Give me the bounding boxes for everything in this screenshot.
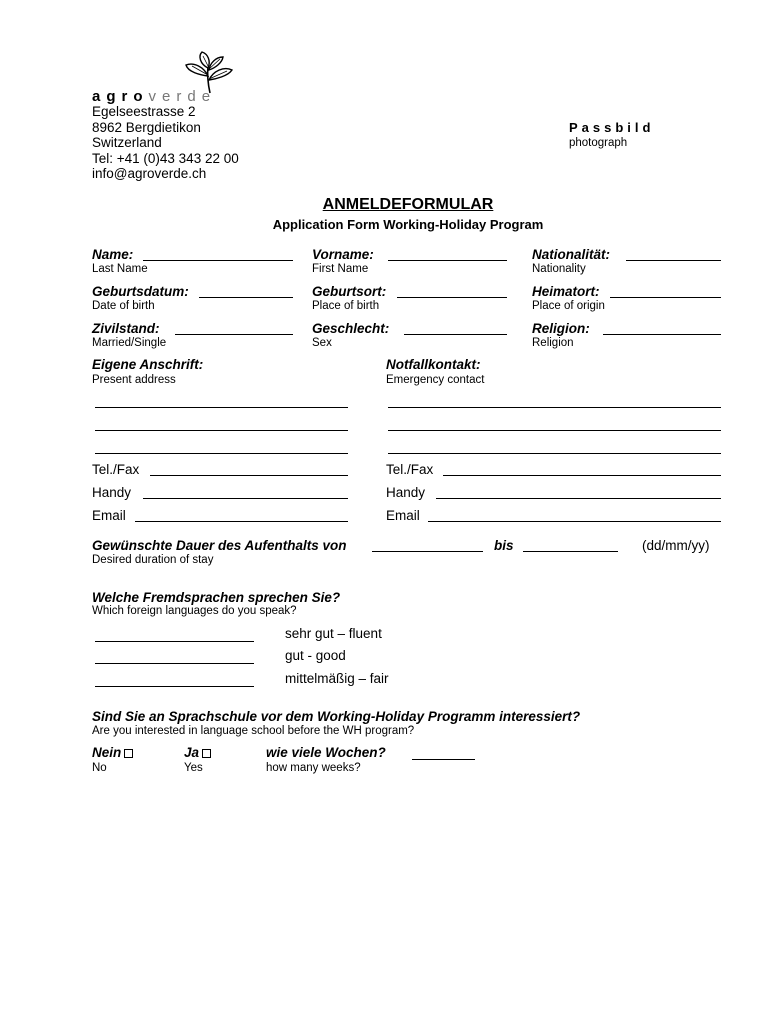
name-field[interactable] — [143, 260, 293, 261]
religion-field[interactable] — [603, 334, 721, 335]
vorname-sub: First Name — [312, 263, 369, 275]
school-no-option — [92, 745, 133, 760]
own-mobile-field[interactable] — [143, 498, 348, 499]
school-no-label: Nein — [92, 745, 122, 760]
emergency-contact-sub: Emergency contact — [386, 374, 485, 386]
weeks-field[interactable] — [412, 759, 475, 760]
page-title: ANMELDEFORMULAR — [322, 196, 494, 213]
language-fluent-field[interactable] — [95, 641, 254, 642]
school-yes-checkbox[interactable] — [202, 749, 211, 758]
nationalitaet-sub: Nationality — [532, 263, 586, 275]
page-subtitle: Application Form Working-Holiday Program — [272, 217, 544, 232]
languages-sub: Which foreign languages do you speak? — [92, 605, 297, 617]
school-no-checkbox[interactable] — [124, 749, 133, 758]
geburtsdatum-label: Geburtsdatum: — [92, 284, 189, 299]
zivilstand-field[interactable] — [175, 334, 293, 335]
emergency-contact-label: Notfallkontakt: — [386, 357, 481, 372]
school-yes-sub: Yes — [184, 762, 203, 774]
name-label: Name: — [92, 247, 134, 262]
own-mobile-label: Handy — [92, 485, 132, 500]
own-address-line[interactable] — [95, 453, 348, 454]
photo-label: Passbild — [569, 120, 655, 135]
duration-sub: Desired duration of stay — [92, 554, 214, 566]
languages-question: Welche Fremdsprachen sprechen Sie? — [92, 590, 341, 605]
heimatort-label: Heimatort: — [532, 284, 600, 299]
geburtsort-sub: Place of birth — [312, 300, 380, 312]
own-email-field[interactable] — [135, 521, 348, 522]
logo-part-agro: agro — [92, 88, 149, 105]
school-no-sub: No — [92, 762, 107, 774]
date-format-hint: (dd/mm/yy) — [642, 538, 710, 553]
address-street: Egelseestrasse 2 — [92, 104, 196, 119]
geschlecht-label: Geschlecht: — [312, 321, 390, 336]
language-good-field[interactable] — [95, 663, 254, 664]
address-tel: Tel: +41 (0)43 343 22 00 — [92, 151, 239, 166]
zivilstand-sub: Married/Single — [92, 337, 167, 349]
emergency-address-line[interactable] — [388, 430, 721, 431]
duration-from-field[interactable] — [372, 551, 483, 552]
emergency-mobile-label: Handy — [386, 485, 426, 500]
emergency-email-field[interactable] — [428, 521, 721, 522]
emergency-tel-field[interactable] — [443, 475, 721, 476]
school-sub: Are you interested in language school before the WH program? — [92, 725, 415, 737]
duration-bis-label: bis — [494, 538, 514, 553]
religion-label: Religion: — [532, 321, 590, 336]
language-level-fluent: sehr gut – fluent — [285, 626, 382, 641]
own-address-label: Eigene Anschrift: — [92, 357, 204, 372]
company-logo-text — [92, 88, 216, 105]
emergency-email-label: Email — [386, 508, 420, 523]
emergency-address-line[interactable] — [388, 407, 721, 408]
address-city: 8962 Bergdietikon — [92, 120, 201, 135]
vorname-label: Vorname: — [312, 247, 374, 262]
own-address-sub: Present address — [92, 374, 176, 386]
geburtsort-field[interactable] — [397, 297, 507, 298]
vorname-field[interactable] — [388, 260, 507, 261]
own-tel-field[interactable] — [150, 475, 348, 476]
geburtsdatum-sub: Date of birth — [92, 300, 155, 312]
own-address-line[interactable] — [95, 430, 348, 431]
school-yes-label: Ja — [184, 745, 200, 760]
logo-part-verde: verde — [148, 88, 217, 105]
geburtsort-label: Geburtsort: — [312, 284, 387, 299]
geschlecht-sub: Sex — [312, 337, 332, 349]
language-level-good: gut - good — [285, 648, 346, 663]
weeks-sub: how many weeks? — [266, 762, 361, 774]
weeks-label: wie viele Wochen? — [266, 745, 386, 760]
address-country: Switzerland — [92, 135, 162, 150]
duration-to-field[interactable] — [523, 551, 618, 552]
zivilstand-label: Zivilstand: — [92, 321, 160, 336]
emergency-mobile-field[interactable] — [436, 498, 721, 499]
nationalitaet-label: Nationalität: — [532, 247, 611, 262]
school-question: Sind Sie an Sprachschule vor dem Working-Holiday Programm interessiert? — [92, 709, 581, 724]
address-email: info@agroverde.ch — [92, 166, 207, 181]
emergency-address-line[interactable] — [388, 453, 721, 454]
heimatort-field[interactable] — [610, 297, 721, 298]
geburtsdatum-field[interactable] — [199, 297, 293, 298]
photo-sublabel: photograph — [569, 137, 628, 149]
language-fair-field[interactable] — [95, 686, 254, 687]
geschlecht-field[interactable] — [404, 334, 507, 335]
school-yes-option — [184, 745, 211, 760]
duration-label: Gewünschte Dauer des Aufenthalts von — [92, 538, 347, 553]
nationalitaet-field[interactable] — [626, 260, 721, 261]
name-sub: Last Name — [92, 263, 148, 275]
own-address-line[interactable] — [95, 407, 348, 408]
heimatort-sub: Place of origin — [532, 300, 605, 312]
own-tel-label: Tel./Fax — [92, 462, 140, 477]
religion-sub: Religion — [532, 337, 574, 349]
emergency-tel-label: Tel./Fax — [386, 462, 434, 477]
own-email-label: Email — [92, 508, 126, 523]
language-level-fair: mittelmäßig – fair — [285, 671, 389, 686]
